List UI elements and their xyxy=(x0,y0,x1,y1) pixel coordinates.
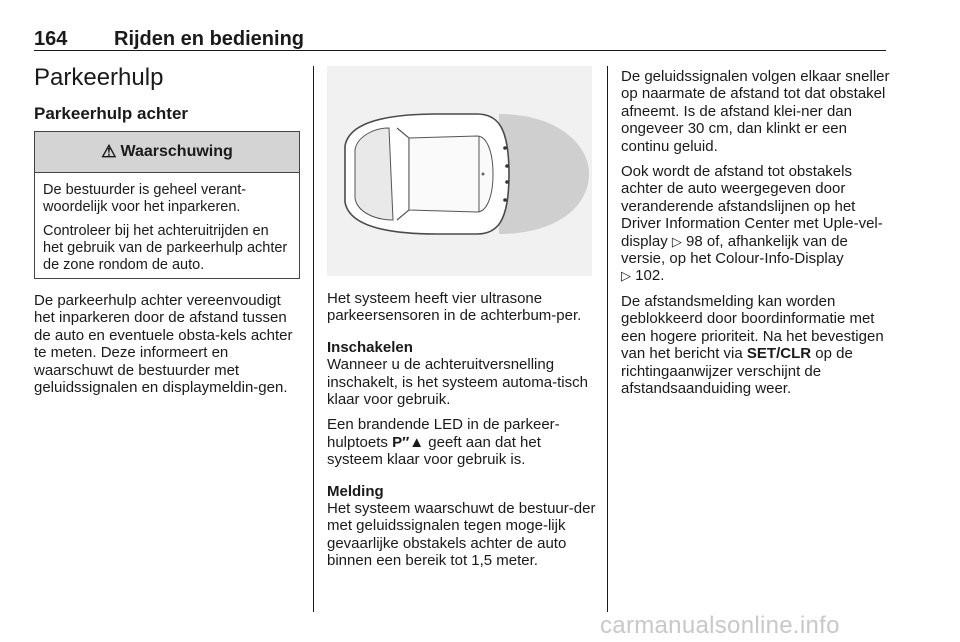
watermark: carmanualsonline.info xyxy=(600,612,840,639)
sensor-dot-1 xyxy=(503,146,507,150)
led-text-b: geeft aan dat het systeem klaar voor gebruik is. xyxy=(327,433,541,469)
car-hood xyxy=(355,128,393,220)
column-3-body xyxy=(621,68,891,397)
car-top-view-icon xyxy=(327,66,592,276)
sensor-dot-4 xyxy=(503,198,507,202)
sensor-dot-2 xyxy=(505,164,509,168)
page-ref-arrow-icon: ▷ xyxy=(621,268,631,284)
signals-paragraph: De geluidssignalen volgen elkaar sneller op naarmate de afstand tot dat obstakel afneemt. Is de afstand klei-ner dan ongeveer 30 cm, dan klinkt er een continu geluid. xyxy=(621,68,890,155)
activation-paragraph: Wanneer u de achteruitversnelling inschakelt, is het systeem automa-tisch klaar voor gebruik. xyxy=(327,356,588,409)
sensors-paragraph: Het systeem heeft vier ultrasone parkeersensoren in de achterbum-per. xyxy=(327,290,582,325)
column-divider-2 xyxy=(607,66,608,612)
warning-triangle-icon: ⚠ xyxy=(101,142,117,161)
subsection-title: Parkeerhulp achter xyxy=(34,104,189,123)
section-title: Parkeerhulp xyxy=(34,64,164,91)
sensor-dot-3 xyxy=(505,180,509,184)
page-ref-2[interactable]: 102 xyxy=(635,267,661,285)
warning-text-1: De bestuurder is geheel verant-woordelijk voor het inparkeren. xyxy=(43,182,247,215)
sensor-zone xyxy=(499,114,589,234)
header-rule xyxy=(34,50,886,51)
distance-text-end: . xyxy=(660,267,665,285)
warning-title: Waarschuwing xyxy=(120,143,233,160)
heading-melding: Melding xyxy=(327,482,384,500)
intro-paragraph: De parkeerhulp achter vereenvoudigt het inparkeren door de afstand tussen de auto en eventuele obsta-kels achter te meten. Deze informeert en waarschuwt de bestuurder met geluidssignalen en displaymeldin-gen. xyxy=(34,292,293,397)
distance-text-a: Ook wordt de afstand tot obstakels achter de auto weergegeven door veranderende afstandslijnen op het Driver Information Center met Uple-vel-display xyxy=(621,163,883,250)
antenna-dot xyxy=(482,173,485,176)
set-clr-label: SET/CLR xyxy=(746,345,812,363)
page-ref-arrow-icon: ▷ xyxy=(671,233,682,249)
column-1-body xyxy=(34,292,304,396)
chapter-title: Rijden en bediening xyxy=(114,28,305,50)
warning-box xyxy=(34,131,300,279)
roof xyxy=(409,136,493,212)
led-text-a: Een brandende LED in de parkeer-hulptoets xyxy=(327,416,560,451)
led-paragraph xyxy=(327,416,597,468)
car-sensor-illustration xyxy=(327,66,592,276)
blocking-text-b: op de richtingaanwijzer verschijnt de afstandsaanduiding weer. xyxy=(621,345,853,397)
warning-header xyxy=(35,132,299,173)
blocking-paragraph xyxy=(621,293,891,397)
page-ref-1[interactable]: 98 xyxy=(686,232,703,250)
page-number: 164 xyxy=(34,28,68,50)
column-divider-1 xyxy=(313,66,314,612)
warning-text-2: Controleer bij het achteruitrijden en het gebruik van de parkeerhulp achter de zone rondom de auto. xyxy=(43,223,288,273)
distance-display-paragraph xyxy=(621,163,891,285)
warning-paragraph: Het systeem waarschuwt de bestuur-der met geluidssignalen tegen moge-lijk gevaarlijke obstakels achter de auto binnen een bereik tot 1,5 meter. xyxy=(327,500,596,570)
column-2-body xyxy=(327,290,597,570)
heading-inschakelen: Inschakelen xyxy=(327,338,413,356)
distance-text-b: of, afhankelijk van de versie, op het Colour-Info-Display xyxy=(621,232,848,268)
parking-button-icon: P″▲ xyxy=(392,433,425,451)
blocking-text-a: De afstandsmelding kan worden geblokkeerd door boordinformatie met een hogere prioriteit. Na het bevestigen van het bericht via xyxy=(621,292,884,363)
